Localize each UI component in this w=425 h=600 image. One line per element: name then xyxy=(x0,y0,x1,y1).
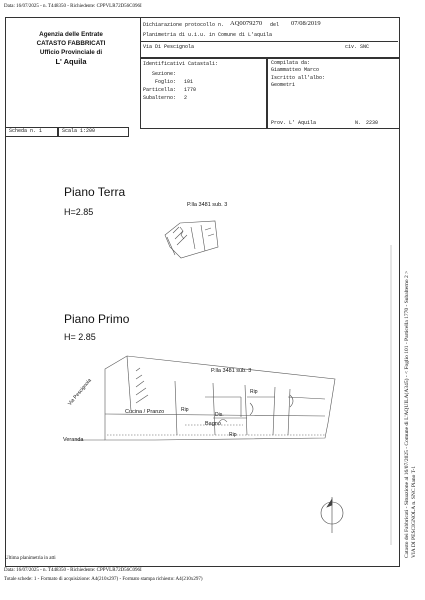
foglio-value: 101 xyxy=(184,79,194,85)
subalterno-value: 2 xyxy=(184,95,188,101)
formato-info: Totale schede: 1 - Formato di acquisizione: A4(210x297) - Formato stampa richiesto: A4(210x297) xyxy=(4,577,203,582)
foglio-label: Foglio: xyxy=(155,79,177,85)
civico: civ. SNC xyxy=(345,44,370,50)
identificativi-box xyxy=(140,57,268,129)
particella-value: 1770 xyxy=(184,87,197,93)
prov-value: L' Aquila xyxy=(289,120,317,126)
planimetria-comune: Planimetria di u.i.u. in Comune di L'aquila xyxy=(143,32,273,38)
room-veranda: Veranda xyxy=(63,437,84,443)
identificativi-label: Identificativi Catastali: xyxy=(143,61,219,67)
room-cucina-pranzo: Cucina / Pranzo xyxy=(125,409,165,415)
protocollo-date: 07/08/2019 xyxy=(291,20,321,27)
room-bagno: Bagno xyxy=(205,421,221,427)
indirizzo-vertical: VIA DI PESCIGNOLA n. SNC Piano T-1 xyxy=(411,465,417,558)
room-rip-1: Rip xyxy=(181,407,189,413)
ufficio-label: Ufficio Provinciale di xyxy=(39,49,103,56)
iscrizione-n-value: 2230 xyxy=(366,120,379,126)
piano-primo-ref: P.lla 3481 sub. 3 xyxy=(211,368,252,374)
via-address: Via Di Pescignola xyxy=(143,44,195,50)
scheda-number: Scheda n. 1 xyxy=(9,128,43,134)
protocollo-number: AQ0079270 xyxy=(230,20,263,27)
agency-block xyxy=(12,30,130,66)
request-info-bottom: Data: 16/07/2025 - n. T448350 - Richiedente: CPPVLR72D56C096I xyxy=(4,568,142,573)
ultima-planimetria: Ultima planimetria in atti xyxy=(5,556,56,561)
piano-terra-ref: P.lla 3481 sub. 3 xyxy=(187,202,228,208)
piano-terra-height: H=2.85 xyxy=(64,207,94,217)
catasto-title: CATASTO FABBRICATI xyxy=(36,40,106,47)
albo-value: Geometri xyxy=(271,82,296,88)
prov-label: Prov. xyxy=(271,120,287,126)
drawing-area xyxy=(5,135,398,565)
sezione-label: Sezione: xyxy=(152,71,177,77)
room-rip-2: Rip xyxy=(250,389,258,395)
iscrizione-n-label: N. xyxy=(355,120,362,126)
piano-primo-height: H= 2.85 xyxy=(64,332,96,342)
room-disimpegno: Dis. xyxy=(215,412,224,418)
piano-terra-plan xyxy=(165,221,218,258)
iscritto-label: Iscritto all'albo: xyxy=(271,75,326,81)
compilatore-name: Giammatteo Marco xyxy=(271,67,320,73)
dichiarazione-label: Dichiarazione protocollo n. xyxy=(143,22,225,28)
request-info-top: Data: 16/07/2025 - n. T448350 - Richiedente: CPPVLR72D56C096I xyxy=(4,4,142,9)
catasto-situazione-vertical: Catasto dei Fabbricati - Situazione al 16/07/2025 - Comune di L'AQUILA(A345) - < Foglio 101 - Particella 1770 - Subalterno 2 > xyxy=(404,270,410,558)
del-label: del xyxy=(270,22,280,28)
agency-name: Agenzia delle Entrate xyxy=(39,31,103,38)
floor-plan-drawing xyxy=(5,135,398,565)
ufficio-city: L' Aquila xyxy=(55,57,87,66)
piano-primo-title: Piano Primo xyxy=(64,312,130,326)
scala-value: Scala 1:200 xyxy=(62,128,96,134)
piano-primo-plan xyxy=(75,356,335,440)
north-arrow-icon xyxy=(321,497,343,533)
particella-label: Particella: xyxy=(143,87,177,93)
via-pescignola-label: Via Pescignola xyxy=(67,377,93,407)
compilata-label: Compilata da: xyxy=(271,60,311,66)
piano-terra-title: Piano Terra xyxy=(64,185,126,199)
room-rip-3: Rip xyxy=(229,432,237,438)
subalterno-label: Subalterno: xyxy=(143,95,177,101)
header-divider xyxy=(140,41,398,42)
